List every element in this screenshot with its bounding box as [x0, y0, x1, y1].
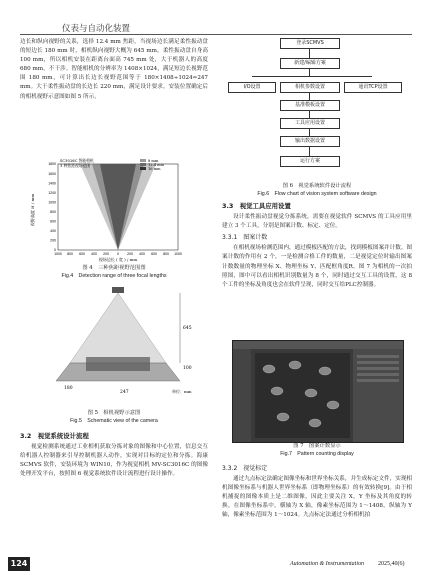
flow-output: 输出数据设置 — [280, 136, 340, 147]
fig4-legend-sub: 3 种焦距视场范围 — [60, 163, 91, 168]
figure-6 — [222, 38, 412, 183]
fig4-ytick-label: 0 — [54, 248, 56, 253]
fig5-dim-plate: 100 — [183, 366, 192, 371]
left-column-bottom — [20, 430, 208, 479]
fig4-ylabel: 视野高度 H / mm — [30, 193, 35, 227]
header-divider — [20, 34, 412, 35]
page-number: 124 — [8, 557, 30, 571]
figure-4 — [20, 158, 208, 263]
fig4-caption-en: Fig.4 Detection range of three focal lengths — [61, 272, 167, 279]
fig4-ytick-label: 1200 — [48, 190, 56, 195]
fig4-ytick-label: 400 — [50, 229, 56, 234]
paragraph: 通过九点标定法确定图像坐标和世界坐标关系，并生成标定文件，实现相机图像坐标系与机器人世界坐标系（即物理坐标系）的有效转换[9]。由于相机捕捉的图像本质上是二维图像，因此主要关注 X，Y 坐标及其角度的转换。在图像坐标系中，横轴为 X 轴，像素坐标范围为 1～1408，纵轴为 Y 轴，像素坐标范围为 1～1024。九点标定法通过分析相机拍 — [222, 476, 413, 519]
fig5-unit: 单位：mm — [172, 389, 192, 394]
fig4-ytick-label: 200 — [50, 238, 56, 243]
fig4-xtick-label: 200 — [103, 252, 109, 256]
fig6-caption-en: Fig.6 Flow chart of vision system software design — [257, 190, 377, 197]
fig6-caption — [222, 183, 412, 198]
fig5-dim-height: 645 — [183, 326, 192, 331]
fig4-xlabel: 视场边长 ( 宽 ) / mm — [98, 257, 138, 262]
fig4-ytick-label: 800 — [50, 209, 56, 214]
fig4-xtick-label: 600 — [151, 252, 157, 256]
flow-login: 登录SCMVS — [280, 38, 340, 49]
section-3-3-heading: 3.3 视觉工具应用设置 — [222, 202, 291, 210]
legend-8mm: 8 mm — [148, 159, 159, 163]
fig4-ytick-label: 1800 — [48, 162, 56, 167]
fig4-xtick-label: 1000 — [174, 252, 182, 256]
right-column-top — [222, 200, 412, 290]
fig5-caption — [20, 410, 208, 425]
flow-camera: 相机参数设置 — [280, 82, 340, 93]
flow-new-solution: 新建/编辑方案 — [280, 58, 340, 69]
flow-run: 运行方案 — [280, 156, 340, 167]
fig4-caption-cn: 图 4 三种焦距视野范围图 — [82, 265, 146, 271]
fig4-caption — [20, 265, 208, 280]
fig4-xtick-label: 400 — [139, 252, 145, 256]
fig5-dim-w2: 247 — [120, 390, 129, 395]
flow-tools: 工具应用设置 — [280, 118, 340, 129]
fig4-ytick-label: 600 — [50, 219, 56, 224]
footer-issue: 2025,40(6) — [378, 561, 405, 567]
journal-header: 仪表与自动化装置 — [62, 24, 131, 34]
fig5-diagram — [40, 285, 200, 397]
fig7-screenshot — [232, 340, 404, 443]
fig4-ytick-label: 1400 — [48, 181, 56, 186]
section-3-3-1-heading: 3.3.1 图案计数 — [222, 234, 268, 242]
section-3-3-2-heading: 3.3.2 视觉标定 — [222, 465, 268, 472]
paragraph: 边长和纵向视野的关系，选择 12.4 mm 焦距，当视场边长满足柔性振动盘的短边长 180 mm 时，相机纵向视野大概为 645 mm，柔性振动盘自身高 100 mm，所以相机安装在距离台面高 745 mm 处，大于机器人的高度 680 mm，不干涉。智能相机的分辨率为 1408×1024，满足短边长视野范围 180 mm，可计算出长边长视野范围等于 180×1408÷1024≈247 mm。大于柔性振动盘的长边长 220 mm，满足设计要求。安装位置确定后的相机视野示意图如图 5 所示。 — [20, 39, 208, 100]
fig7-caption-cn: 图 7 图案计数显示 — [293, 443, 341, 449]
fig4-xtick-label: 800 — [67, 252, 73, 256]
figure-5 — [40, 285, 200, 397]
fig4-plot — [20, 158, 208, 263]
section-3-2-heading: 3.2 视觉系统设计流程 — [20, 432, 89, 440]
paragraph: 在相机视场检测范围内，通过模板匹配的方法，找到模板图案并计数。图案计数的作用有 2 个，一是检测合格工件的数量，二是视觉定位时输出图案计数数量的物理坐标 X、物理坐标 Y、匹配框角度R。图 7 为相机的一次拍照图，图中可以看出相机识别数量为 8 个，同时通过交互工具的设置，这 8 个工件的坐标及角度也会在软件呈现，同时交互给PLC控制器。 — [222, 245, 413, 288]
flow-tcp: 通讯TCP设置 — [344, 82, 402, 93]
flow-io: I/O设置 — [228, 82, 276, 93]
fig5-caption-en: Fig.5 Schematic view of the camera — [70, 417, 158, 424]
fig4-ytick-label: 1000 — [48, 200, 56, 205]
fig4-xtick-label: 1000 — [54, 252, 62, 256]
fig4-xtick-label: 800 — [163, 252, 169, 256]
fig7-caption — [222, 443, 412, 458]
footer-journal: Automation & Instrumentation — [290, 561, 364, 567]
fig4-ytick-label: 1600 — [48, 171, 56, 176]
legend-16mm: 16 mm — [148, 167, 161, 171]
fig5-dim-w1: 180 — [64, 386, 73, 391]
fig4-xtick-label: 400 — [91, 252, 97, 256]
paragraph: 视觉检测系统通过工业相机获取分拣对象的图像和中心位置，信息交互给机器人控制器来引导控制机器人动作，实现对目标的定位和分拣。海康 SCMVS 软件，安装环境为 WIN10，作为视觉相机 MV-SC3016C 的图像处理开发平台，按照图 6 视觉系统软件设计流程进行设计操作。 — [20, 444, 208, 478]
fig4-xtick-label: 200 — [127, 252, 133, 256]
fig4-xtick-label: 0 — [117, 252, 119, 256]
fig6-caption-cn: 图 6 视觉系统软件设计流程 — [282, 183, 352, 189]
fig4-legend-title: SC3016C 智能相机 — [60, 158, 94, 163]
fig5-caption-cn: 图 5 相机视野示意图 — [87, 410, 141, 416]
legend-12mm: 12.4 mm — [148, 163, 164, 167]
paragraph: 设计柔性振动盘视觉分拣系统，需要在视觉软件 SCMVS 的工具应用里建立 3 个工具，分别是图案计数、标定、定位。 — [222, 214, 412, 230]
flow-template: 基准模板设置 — [280, 100, 340, 111]
fig4-xtick-label: 600 — [79, 252, 85, 256]
left-column-top — [20, 38, 208, 102]
fig7-caption-en: Fig.7 Pattern counting display — [280, 450, 354, 457]
right-column-bottom — [222, 462, 412, 521]
